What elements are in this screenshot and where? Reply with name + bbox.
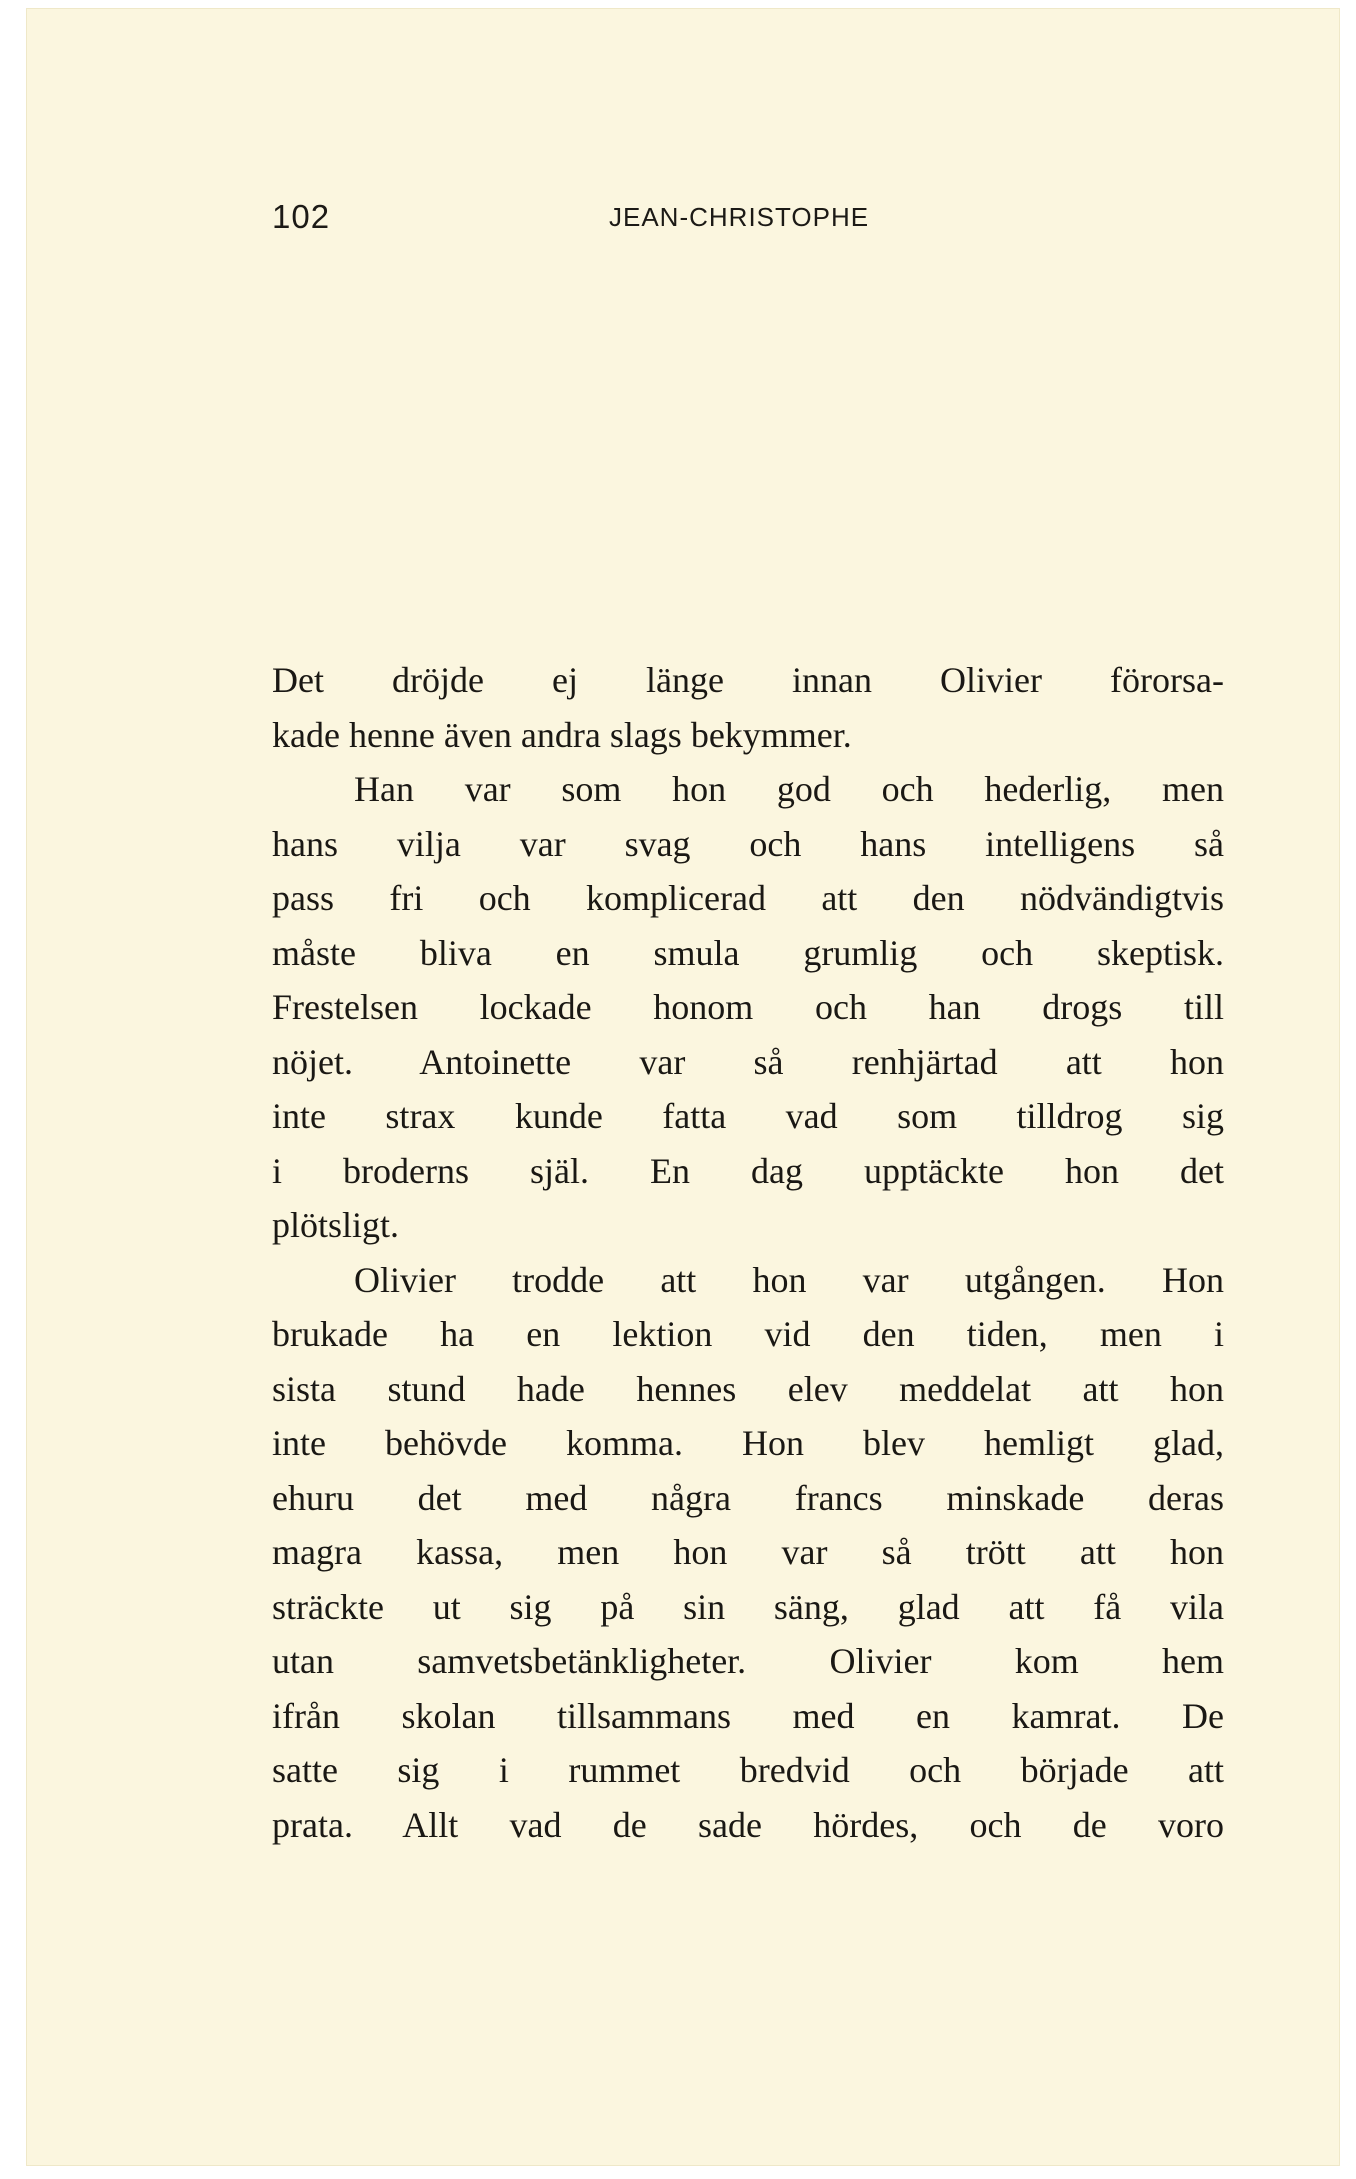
text-line: Olivier trodde att hon var utgången. Hon [354, 1259, 1224, 1300]
page-number: 102 [272, 198, 331, 235]
text-line: ifrån skolan tillsammans med en kamrat. De [272, 1695, 1224, 1736]
text-line: inte strax kunde fatta vad som tilldrog sig [272, 1096, 1224, 1136]
text-line: ehuru det med några francs minskade deras [272, 1477, 1224, 1518]
text-line: prata. Allt vad de sade hördes, och de voro [272, 1804, 1224, 1845]
text-line: utan samvetsbetänkligheter. Olivier kom hem [272, 1641, 1224, 1681]
text-line: i broderns själ. En dag upptäckte hon det [272, 1150, 1224, 1191]
text-line: hans vilja var svag och hans intelligens så [272, 823, 1224, 864]
text-line: pass fri och komplicerad att den nödvändigtvis [272, 878, 1224, 918]
text-line: nöjet. Antoinette var så renhjärtad att hon [272, 1041, 1224, 1082]
text-line: Det dröjde ej länge innan Olivier förorsa- [272, 660, 1224, 700]
text-line: magra kassa, men hon var så trött att hon [272, 1532, 1224, 1572]
text-line: inte behövde komma. Hon blev hemligt glad, [272, 1423, 1224, 1463]
text-line: kade henne även andra slags bekymmer. [272, 714, 852, 755]
body-text [272, 653, 1224, 1852]
running-title: JEAN-CHRISTOPHE [609, 202, 870, 232]
text-line: måste bliva en smula grumlig och skeptisk. [272, 932, 1224, 973]
text-line: satte sig i rummet bredvid och började att [272, 1750, 1224, 1790]
text-line: Frestelsen lockade honom och han drogs till [272, 987, 1224, 1027]
running-head [26, 198, 1340, 238]
book-page [26, 8, 1340, 2166]
text-line: Han var som hon god och hederlig, men [354, 769, 1224, 809]
text-line: sista stund hade hennes elev meddelat att hon [272, 1368, 1224, 1409]
text-line: brukade ha en lektion vid den tiden, men i [272, 1314, 1224, 1354]
text-line: sträckte ut sig på sin säng, glad att få vila [272, 1586, 1224, 1627]
text-line: plötsligt. [272, 1205, 400, 1245]
